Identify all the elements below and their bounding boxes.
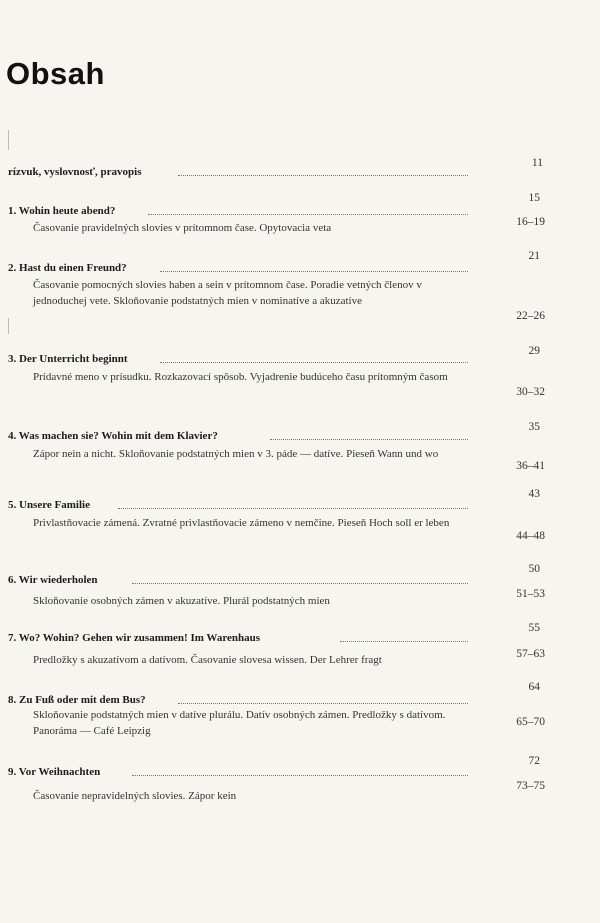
chapter-title: 5. Unsere Familie	[8, 499, 90, 511]
chapter-page-range: 65–70	[516, 716, 545, 728]
chapter-page-range: 16–19	[516, 216, 545, 228]
chapter-page: 29	[528, 345, 540, 357]
chapter-title: 1. Wohin heute abend?	[8, 205, 116, 217]
chapter-description: Časovanie pravidelných slovies v prítomnom čase. Opytovacia veta	[33, 222, 332, 234]
chapter-page-range: 30–32	[516, 386, 545, 398]
chapter-page: 55	[528, 622, 540, 634]
chapter-description: Predložky s akuzatívom a datívom. Časovanie slovesa wissen. Der Lehrer fragt	[33, 654, 382, 666]
leader-dots	[340, 640, 468, 642]
chapter-title: 6. Wir wiederholen	[8, 574, 98, 586]
chapter-description: Skloňovanie podstatných mien v datíve plurálu. Datív osobných zámen. Predložky s datívom. Panoráma — Café Leipzig	[33, 709, 446, 737]
leader-dots	[132, 582, 468, 584]
chapter-title: 3. Der Unterricht beginnt	[8, 353, 128, 365]
chapter-description: Skloňovanie osobných zámen v akuzatíve. Plurál podstatných mien	[33, 595, 330, 607]
margin-mark	[8, 130, 9, 150]
leader-dots	[132, 774, 468, 776]
chapter-page-range: 44–48	[516, 530, 545, 542]
chapter-description: Zápor nein a nicht. Skloňovanie podstatných mien v 3. páde — datíve. Pieseň Wann und wo	[33, 448, 439, 460]
leader-dots	[118, 507, 468, 509]
leader-dots	[160, 270, 468, 272]
leader-dots	[270, 438, 468, 440]
leader-dots	[148, 213, 468, 215]
page-title: Obsah	[6, 56, 105, 91]
chapter-title: 9. Vor Weihnachten	[8, 766, 101, 778]
chapter-title: 7. Wo? Wohin? Gehen wir zusammen! Im Warenhaus	[8, 632, 261, 644]
chapter-page-range: 73–75	[516, 780, 545, 792]
leader-dots	[160, 361, 468, 363]
chapter-page-range: 36–41	[516, 460, 545, 472]
chapter-description: Privlastňovacie zámená. Zvratné privlastňovacie zámeno v nemčine. Pieseň Hoch soll er leben	[33, 517, 450, 529]
chapter-title: 2. Hast du einen Freund?	[8, 262, 127, 274]
chapter-page: 35	[528, 421, 540, 433]
chapter-title: 4. Was machen sie? Wohin mit dem Klavier?	[8, 430, 218, 442]
margin-mark	[8, 318, 9, 334]
chapter-page-range: 51–53	[516, 588, 545, 600]
chapter-page: 15	[528, 192, 540, 204]
chapter-description: Časovanie nepravidelných slovies. Zápor kein	[33, 790, 237, 802]
chapter-page: 64	[528, 681, 540, 693]
leader-dots	[178, 702, 468, 704]
chapter-page-range: 57–63	[516, 648, 545, 660]
chapter-description: Časovanie pomocných slovies haben a sein v prítomnom čase. Poradie vetných členov v jednoduchej vete. Skloňovanie podstatných mien v nominatíve a akuzatíve	[33, 279, 422, 307]
chapter-page: 21	[528, 250, 540, 262]
toc-intro-label: rízvuk, vyslovnosť, pravopis	[8, 166, 142, 178]
chapter-page-range: 22–26	[516, 310, 545, 322]
scan-artifact	[558, 38, 560, 48]
chapter-page: 50	[528, 563, 540, 575]
toc-intro-page: 11	[531, 157, 543, 169]
chapter-page: 72	[528, 755, 540, 767]
leader-dots	[178, 174, 468, 176]
chapter-description: Prídavné meno v prísudku. Rozkazovací spôsob. Vyjadrenie budúceho času prítomným časom	[33, 371, 448, 383]
chapter-page: 43	[528, 488, 540, 500]
chapter-title: 8. Zu Fuß oder mit dem Bus?	[8, 694, 146, 706]
